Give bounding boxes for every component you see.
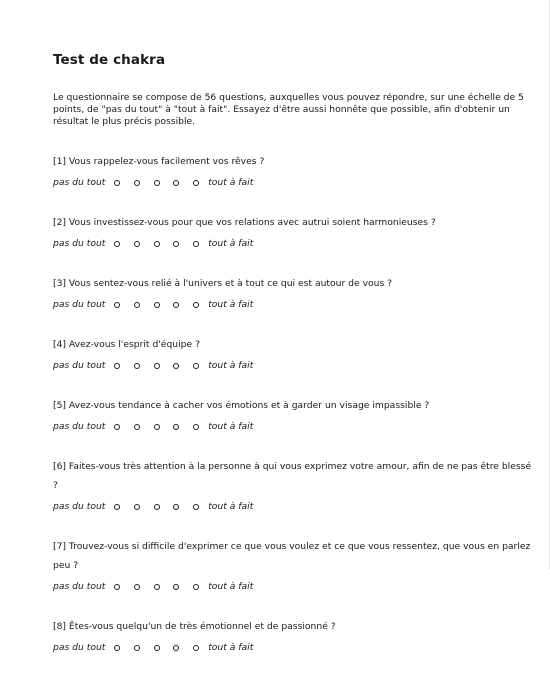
radio-option-3[interactable] <box>154 241 160 247</box>
radio-option-2[interactable] <box>134 584 140 590</box>
radio-group <box>114 363 199 369</box>
question-item <box>53 394 533 436</box>
radio-group <box>114 241 199 247</box>
radio-option-4[interactable] <box>173 645 179 651</box>
radio-option-3[interactable] <box>154 645 160 651</box>
radio-option-4[interactable] <box>173 302 179 308</box>
radio-option-2[interactable] <box>134 424 140 430</box>
question-text: [5] Avez-vous tendance à cacher vos émotions et à garder un visage impassible ? <box>53 400 430 411</box>
radio-option-1[interactable] <box>114 645 120 651</box>
radio-group <box>114 424 199 430</box>
scale-left-label: pas du tout <box>53 360 106 371</box>
scale-right-label: tout à fait <box>208 360 254 371</box>
scale-right-label: tout à fait <box>208 177 254 188</box>
scale-left-label: pas du tout <box>53 581 106 592</box>
question-item <box>53 150 533 192</box>
scale-right-label: tout à fait <box>208 501 254 512</box>
radio-option-5[interactable] <box>193 504 199 510</box>
radio-group <box>114 504 199 510</box>
radio-option-2[interactable] <box>134 363 140 369</box>
question-item <box>53 455 533 516</box>
scale-right-label: tout à fait <box>208 299 254 310</box>
question-text: [8] Êtes-vous quelqu'un de très émotionnel et de passionné ? <box>53 621 336 632</box>
question-text: [1] Vous rappelez-vous facilement vos rêves ? <box>53 156 265 167</box>
answer-scale <box>53 638 533 657</box>
radio-group <box>114 645 199 651</box>
radio-option-2[interactable] <box>134 302 140 308</box>
radio-group <box>114 180 199 186</box>
radio-option-4[interactable] <box>173 180 179 186</box>
question-text: [3] Vous sentez-vous relié à l'univers et à tout ce qui est autour de vous ? <box>53 278 393 289</box>
radio-option-3[interactable] <box>154 504 160 510</box>
answer-scale <box>53 497 533 516</box>
radio-option-5[interactable] <box>193 363 199 369</box>
radio-option-1[interactable] <box>114 180 120 186</box>
scale-left-label: pas du tout <box>53 642 106 653</box>
scale-right-label: tout à fait <box>208 581 254 592</box>
radio-option-1[interactable] <box>114 363 120 369</box>
radio-option-3[interactable] <box>154 302 160 308</box>
question-item <box>53 615 533 657</box>
radio-option-4[interactable] <box>173 504 179 510</box>
radio-option-2[interactable] <box>134 180 140 186</box>
scale-left-label: pas du tout <box>53 238 106 249</box>
radio-option-4[interactable] <box>173 584 179 590</box>
scale-right-label: tout à fait <box>208 238 254 249</box>
radio-option-1[interactable] <box>114 424 120 430</box>
radio-option-3[interactable] <box>154 584 160 590</box>
answer-scale <box>53 295 533 314</box>
radio-option-1[interactable] <box>114 584 120 590</box>
scale-left-label: pas du tout <box>53 501 106 512</box>
scale-left-label: pas du tout <box>53 177 106 188</box>
question-item <box>53 272 533 314</box>
radio-option-5[interactable] <box>193 584 199 590</box>
radio-option-2[interactable] <box>134 241 140 247</box>
answer-scale <box>53 173 533 192</box>
answer-scale <box>53 417 533 436</box>
answer-scale <box>53 234 533 253</box>
radio-option-1[interactable] <box>114 504 120 510</box>
answer-scale <box>53 356 533 375</box>
radio-option-4[interactable] <box>173 424 179 430</box>
radio-group <box>114 302 199 308</box>
intro-text: Le questionnaire se compose de 56 questions, auxquelles vous pouvez répondre, sur une échelle de 5 points, de "pas du tout" à "tout à fait". Essayez d'être aussi honnête que possible, afin d'obtenir un résultat le plus précis possible. <box>53 92 524 127</box>
radio-option-5[interactable] <box>193 241 199 247</box>
question-text: [2] Vous investissez-vous pour que vos relations avec autrui soient harmonieuses ? <box>53 217 436 228</box>
question-item <box>53 211 533 253</box>
page-title: Test de chakra <box>53 52 166 68</box>
answer-scale <box>53 577 533 596</box>
question-text: [4] Avez-vous l'esprit d'équipe ? <box>53 339 200 350</box>
question-text: [7] Trouvez-vous si difficile d'exprimer ce que vous voulez et ce que vous ressentez, que vous en parlez peu ? <box>53 541 531 571</box>
question-item <box>53 333 533 375</box>
radio-option-3[interactable] <box>154 180 160 186</box>
radio-option-4[interactable] <box>173 363 179 369</box>
radio-option-5[interactable] <box>193 645 199 651</box>
radio-option-5[interactable] <box>193 180 199 186</box>
scale-right-label: tout à fait <box>208 421 254 432</box>
question-list <box>53 150 533 676</box>
radio-option-2[interactable] <box>134 645 140 651</box>
radio-option-2[interactable] <box>134 504 140 510</box>
scale-left-label: pas du tout <box>53 299 106 310</box>
radio-option-1[interactable] <box>114 302 120 308</box>
radio-option-5[interactable] <box>193 302 199 308</box>
radio-option-4[interactable] <box>173 241 179 247</box>
scale-left-label: pas du tout <box>53 421 106 432</box>
scale-right-label: tout à fait <box>208 642 254 653</box>
radio-option-3[interactable] <box>154 424 160 430</box>
question-item <box>53 535 533 596</box>
radio-option-5[interactable] <box>193 424 199 430</box>
question-text: [6] Faites-vous très attention à la personne à qui vous exprimez votre amour, afin de ne pas être blessé ? <box>53 461 532 491</box>
radio-group <box>114 584 199 590</box>
radio-option-3[interactable] <box>154 363 160 369</box>
radio-option-1[interactable] <box>114 241 120 247</box>
